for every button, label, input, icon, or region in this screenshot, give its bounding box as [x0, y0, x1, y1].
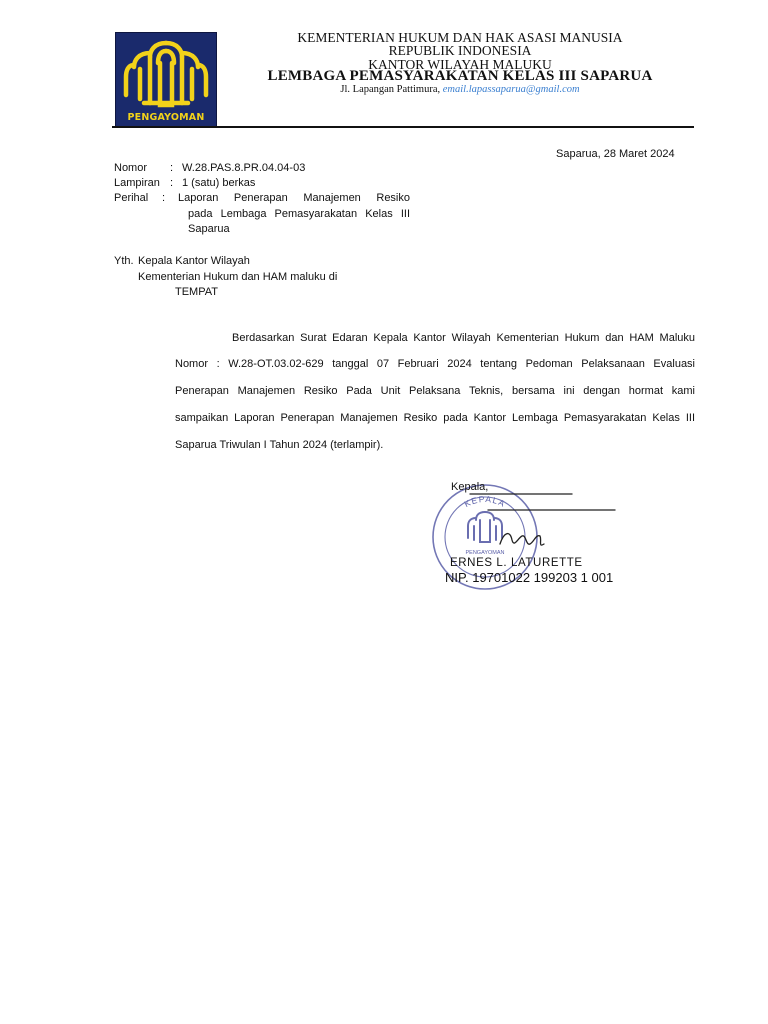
address-line: [250, 84, 670, 95]
lampiran-value: 1 (satu) berkas: [182, 177, 256, 189]
signatory-name: ERNES L. LATURETTE: [450, 557, 583, 569]
recipient-line: Kepala Kantor Wilayah: [138, 255, 250, 267]
nomor-value: W.28.PAS.8.PR.04.04-03: [182, 162, 306, 174]
letter-date: Saparua, 28 Maret 2024: [556, 148, 675, 160]
body-line: sampaikan Laporan Penerapan Manajemen Resiko pada Kantor Lembaga Pemasyarakatan Kelas III: [175, 412, 695, 424]
lampiran-separator: :: [170, 177, 174, 189]
recipient-place: TEMPAT: [175, 286, 218, 298]
body-line: Penerapan Manajemen Resiko Pada Unit Pelaksana Teknis, bersama ini dengan hormat kami: [175, 385, 695, 397]
perihal-separator: :: [162, 192, 166, 204]
perihal-line: Saparua: [188, 223, 230, 235]
signatory-nip: NIP. 19701022 199203 1 001: [445, 570, 614, 585]
stamp-logo-text: PENGAYOMAN: [465, 550, 505, 556]
body-line: Berdasarkan Surat Edaran Kepala Kantor Wilayah Kementerian Hukum dan HAM Maluku: [232, 332, 695, 344]
stamp-top-text: KEPALA: [462, 493, 508, 510]
institution-name: LEMBAGA PEMASYARAKATAN KELAS III SAPARUA: [267, 68, 653, 84]
body-line: Saparua Triwulan I Tahun 2024 (terlampir).: [175, 439, 384, 451]
signatory-title: Kepala,: [451, 481, 489, 493]
recipient-line: Kementerian Hukum dan HAM maluku di: [138, 271, 338, 283]
logo-text: PENGAYOMAN: [127, 112, 205, 123]
email-link[interactable]: email.lapassaparua@gmail.com: [442, 84, 580, 95]
perihal-line: Laporan Penerapan Manajemen Resiko: [178, 192, 410, 204]
pengayoman-logo: [115, 32, 217, 128]
letterhead-divider: [112, 126, 694, 128]
lampiran-label: Lampiran: [114, 177, 160, 189]
body-line: Nomor : W.28-OT.03.02-629 tanggal 07 Februari 2024 tentang Pedoman Pelaksanaan Evaluasi: [175, 358, 695, 370]
perihal-line: pada Lembaga Pemasyarakatan Kelas III: [188, 208, 410, 220]
nomor-separator: :: [170, 162, 174, 174]
nomor-label: Nomor: [114, 162, 148, 174]
recipient-salutation: Yth.: [114, 255, 134, 267]
perihal-label: Perihal: [114, 192, 149, 204]
ministry-name: KEMENTERIAN HUKUM DAN HAK ASASI MANUSIA: [297, 30, 623, 45]
address: Jl. Lapangan Pattimura,: [340, 84, 441, 95]
country-name: REPUBLIK INDONESIA: [388, 43, 532, 58]
regional-office-name: KANTOR WILAYAH MALUKU: [368, 57, 552, 72]
